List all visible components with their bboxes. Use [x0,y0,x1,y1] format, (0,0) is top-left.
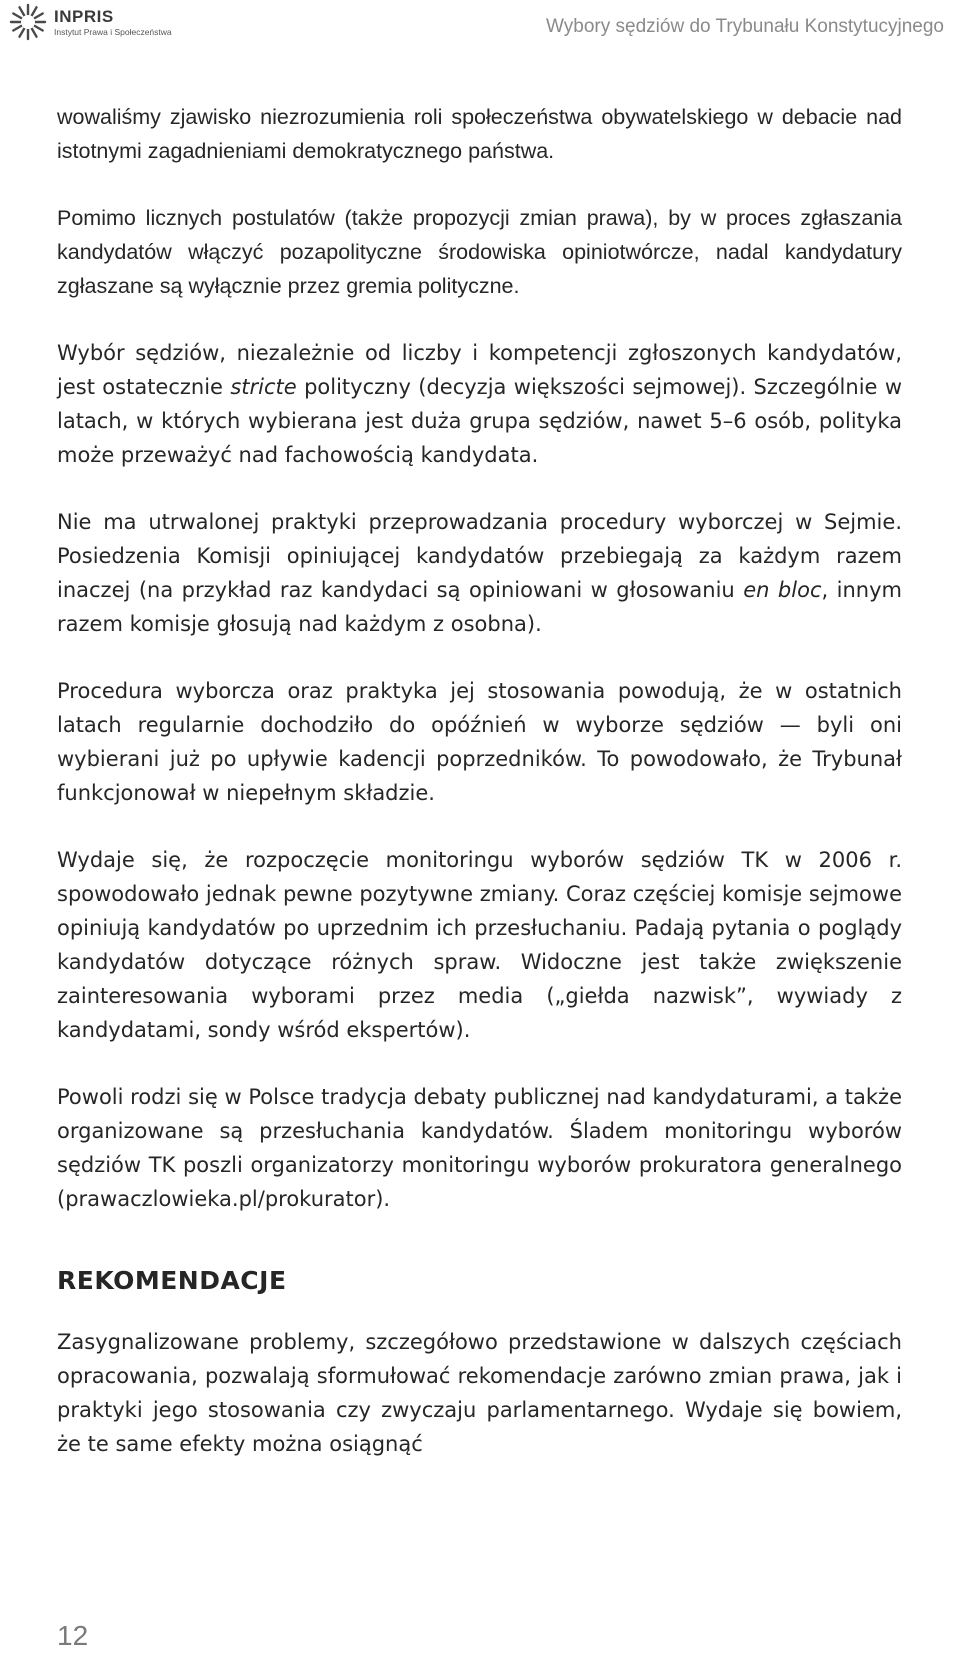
paragraph-4 [57,505,902,641]
logo-name: INPRIS [54,6,114,26]
paragraph-4-emphasis: en bloc [743,578,822,602]
paragraph-6: Wydaje się, że rozpoczęcie monitoringu wyborów sędziów TK w 2006 r. spowodowało jednak pewne pozytywne zmiany. Coraz częściej komisje sejmowe opiniują kandydatów po uprzednim ich przesłuchaniu. Padają pytania o poglądy kandydatów dotyczące różnych spraw. Widoczne jest także zwiększenie zainteresowania wyborami przez media („giełda nazwisk”, wywiady z kandydatami, sondy wśród ekspertów). [57,848,902,1042]
paragraph-4-text-b: , innym razem komisje głosują nad każdym z osobna). [57,578,902,636]
page-header [0,0,960,60]
page-number: 12 [57,1620,89,1651]
paragraph-3-emphasis: stricte [230,375,297,399]
sunburst-logo-icon [8,2,48,42]
section-heading-rekomendacje: REKOMENDACJE [57,1266,287,1295]
paragraph-8: Zasygnalizowane problemy, szczegółowo przedstawione w dalszych częściach opracowania, pozwalają sformułować rekomendacje zarówno zmian prawa, jak i praktyki jego stosowania czy zwyczaju parlamentarnego. Wydaje się bowiem, że te same efekty można osiągnąć [57,1330,902,1456]
inpris-logo [8,2,172,42]
page-body [57,100,902,1494]
running-title: Wybory sędziów do Trybunału Konstytucyjnego [546,16,944,37]
paragraph-3-text-a: Wybór sędziów, niezależnie od liczby i kompetencji zgłoszonych kandydatów, jest ostatecznie [57,341,902,399]
logo-subtitle: Instytut Prawa i Społeczeństwa [54,26,172,37]
paragraph-3-text-b: polityczny (decyzja większości sejmowej). Szczególnie w latach, w których wybierana jest duża grupa sędziów, nawet 5–6 osób, polityka może przeważyć nad fachowością kandydata. [57,375,902,467]
paragraph-5: Procedura wyborcza oraz praktyka jej stosowania powodują, że w ostatnich latach regularnie dochodziło do opóźnień w wyborze sędziów — byli oni wybierani już po upływie kadencji poprzedników. To powodowało, że Trybunał funkcjonował w niepełnym składzie. [57,679,902,805]
paragraph-3 [57,336,902,472]
paragraph-4-text-a: Nie ma utrwalonej praktyki przeprowadzania procedury wyborczej w Sejmie. Posiedzenia Komisji opiniującej kandydatów przebiegają za każdym razem inaczej (na przykład raz kandydaci są opiniowani w głosowaniu [57,510,902,602]
paragraph-1: wowaliśmy zjawisko niezrozumienia roli społeczeństwa obywatelskiego w debacie nad istotnymi zagadnieniami demokratycznego państwa. [57,105,902,163]
logo-text [54,8,172,37]
paragraph-7: Powoli rodzi się w Polsce tradycja debaty publicznej nad kandydaturami, a także organizowane są przesłuchania kandydatów. Śladem monitoringu wyborów sędziów TK poszli organizatorzy monitoringu wyborów prokuratora generalnego (prawaczlowieka.pl/prokurator). [57,1085,902,1211]
paragraph-2: Pomimo licznych postulatów (także propozycji zmian prawa), by w proces zgłaszania kandydatów włączyć pozapolityczne środowiska opiniotwórcze, nadal kandydatury zgłaszane są wyłącznie przez gremia polityczne. [57,206,902,298]
